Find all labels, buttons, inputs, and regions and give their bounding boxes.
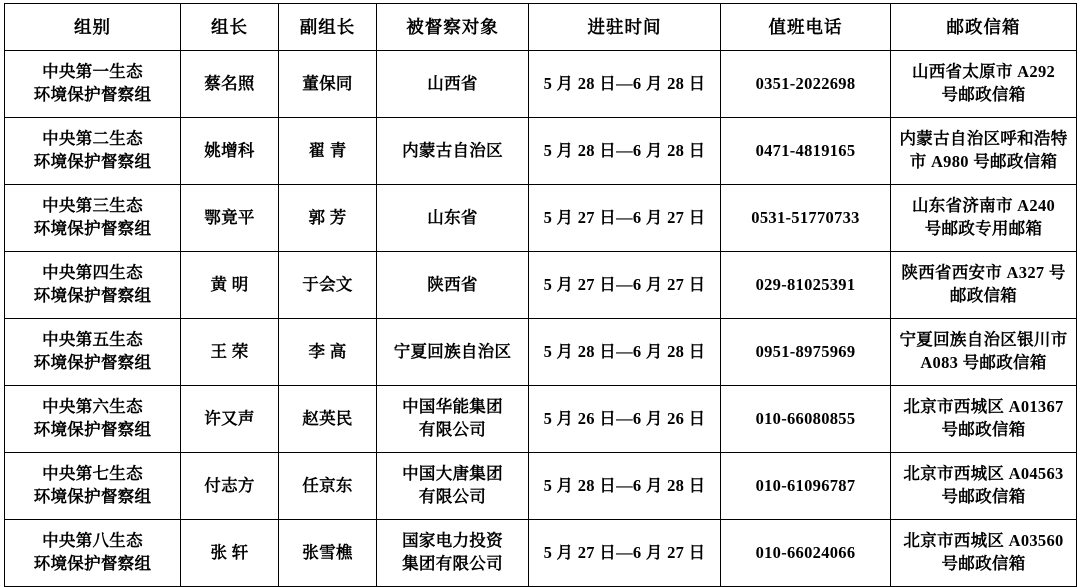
table-row xyxy=(5,520,1077,587)
cell-leader: 黄 明 xyxy=(181,252,279,319)
cell-start-date: 5 月 27 日—6 月 27 日 xyxy=(529,185,721,252)
cell-group: 中央第五生态 环境保护督察组 xyxy=(5,319,181,386)
table-body xyxy=(5,51,1077,587)
cell-duty-phone: 029-81025391 xyxy=(721,252,891,319)
cell-group: 中央第七生态 环境保护督察组 xyxy=(5,453,181,520)
cell-start-date: 5 月 28 日—6 月 28 日 xyxy=(529,319,721,386)
cell-inspection-target: 国家电力投资 集团有限公司 xyxy=(377,520,529,587)
cell-inspection-target: 中国大唐集团 有限公司 xyxy=(377,453,529,520)
table-row xyxy=(5,185,1077,252)
cell-leader: 鄂竟平 xyxy=(181,185,279,252)
cell-leader: 王 荣 xyxy=(181,319,279,386)
cell-mailbox: 山东省济南市 A240 号邮政专用邮箱 xyxy=(891,185,1077,252)
cell-start-date: 5 月 27 日—6 月 27 日 xyxy=(529,520,721,587)
cell-group: 中央第一生态 环境保护督察组 xyxy=(5,51,181,118)
cell-inspection-target: 山西省 xyxy=(377,51,529,118)
cell-start-date: 5 月 26 日—6 月 26 日 xyxy=(529,386,721,453)
table-row xyxy=(5,51,1077,118)
cell-start-date: 5 月 28 日—6 月 28 日 xyxy=(529,453,721,520)
cell-leader: 许又声 xyxy=(181,386,279,453)
cell-inspection-target: 中国华能集团 有限公司 xyxy=(377,386,529,453)
cell-deputy-leader: 董保同 xyxy=(279,51,377,118)
cell-mailbox: 宁夏回族自治区银川市 A083 号邮政信箱 xyxy=(891,319,1077,386)
column-header-duty-phone: 值班电话 xyxy=(721,4,891,51)
table-header xyxy=(5,4,1077,51)
column-header-start-date: 进驻时间 xyxy=(529,4,721,51)
inspection-groups-table xyxy=(4,3,1077,587)
cell-group: 中央第三生态 环境保护督察组 xyxy=(5,185,181,252)
cell-leader: 姚增科 xyxy=(181,118,279,185)
cell-leader: 张 轩 xyxy=(181,520,279,587)
cell-leader: 付志方 xyxy=(181,453,279,520)
cell-inspection-target: 山东省 xyxy=(377,185,529,252)
document-sheet xyxy=(0,3,1080,573)
cell-inspection-target: 陕西省 xyxy=(377,252,529,319)
cell-deputy-leader: 李 高 xyxy=(279,319,377,386)
cell-mailbox: 内蒙古自治区呼和浩特 市 A980 号邮政信箱 xyxy=(891,118,1077,185)
cell-deputy-leader: 翟 青 xyxy=(279,118,377,185)
cell-mailbox: 山西省太原市 A292 号邮政信箱 xyxy=(891,51,1077,118)
cell-group: 中央第四生态 环境保护督察组 xyxy=(5,252,181,319)
cell-group: 中央第六生态 环境保护督察组 xyxy=(5,386,181,453)
cell-deputy-leader: 张雪樵 xyxy=(279,520,377,587)
cell-duty-phone: 0471-4819165 xyxy=(721,118,891,185)
cell-duty-phone: 010-61096787 xyxy=(721,453,891,520)
column-header-leader: 组长 xyxy=(181,4,279,51)
cell-inspection-target: 内蒙古自治区 xyxy=(377,118,529,185)
cell-deputy-leader: 于会文 xyxy=(279,252,377,319)
cell-duty-phone: 010-66080855 xyxy=(721,386,891,453)
table-row xyxy=(5,118,1077,185)
column-header-inspection-target: 被督察对象 xyxy=(377,4,529,51)
cell-deputy-leader: 任京东 xyxy=(279,453,377,520)
cell-mailbox: 北京市西城区 A03560 号邮政信箱 xyxy=(891,520,1077,587)
cell-leader: 蔡名照 xyxy=(181,51,279,118)
column-header-mailbox: 邮政信箱 xyxy=(891,4,1077,51)
cell-deputy-leader: 赵英民 xyxy=(279,386,377,453)
cell-start-date: 5 月 28 日—6 月 28 日 xyxy=(529,51,721,118)
cell-inspection-target: 宁夏回族自治区 xyxy=(377,319,529,386)
cell-deputy-leader: 郭 芳 xyxy=(279,185,377,252)
cell-start-date: 5 月 28 日—6 月 28 日 xyxy=(529,118,721,185)
table-header-row xyxy=(5,4,1077,51)
cell-duty-phone: 010-66024066 xyxy=(721,520,891,587)
table-row xyxy=(5,319,1077,386)
table-row xyxy=(5,453,1077,520)
table-row xyxy=(5,386,1077,453)
cell-mailbox: 北京市西城区 A04563 号邮政信箱 xyxy=(891,453,1077,520)
cell-group: 中央第二生态 环境保护督察组 xyxy=(5,118,181,185)
cell-start-date: 5 月 27 日—6 月 27 日 xyxy=(529,252,721,319)
cell-mailbox: 北京市西城区 A01367 号邮政信箱 xyxy=(891,386,1077,453)
column-header-group: 组别 xyxy=(5,4,181,51)
cell-duty-phone: 0351-2022698 xyxy=(721,51,891,118)
cell-mailbox: 陕西省西安市 A327 号 邮政信箱 xyxy=(891,252,1077,319)
column-header-deputy-leader: 副组长 xyxy=(279,4,377,51)
cell-duty-phone: 0951-8975969 xyxy=(721,319,891,386)
table-row xyxy=(5,252,1077,319)
cell-group: 中央第八生态 环境保护督察组 xyxy=(5,520,181,587)
cell-duty-phone: 0531-51770733 xyxy=(721,185,891,252)
